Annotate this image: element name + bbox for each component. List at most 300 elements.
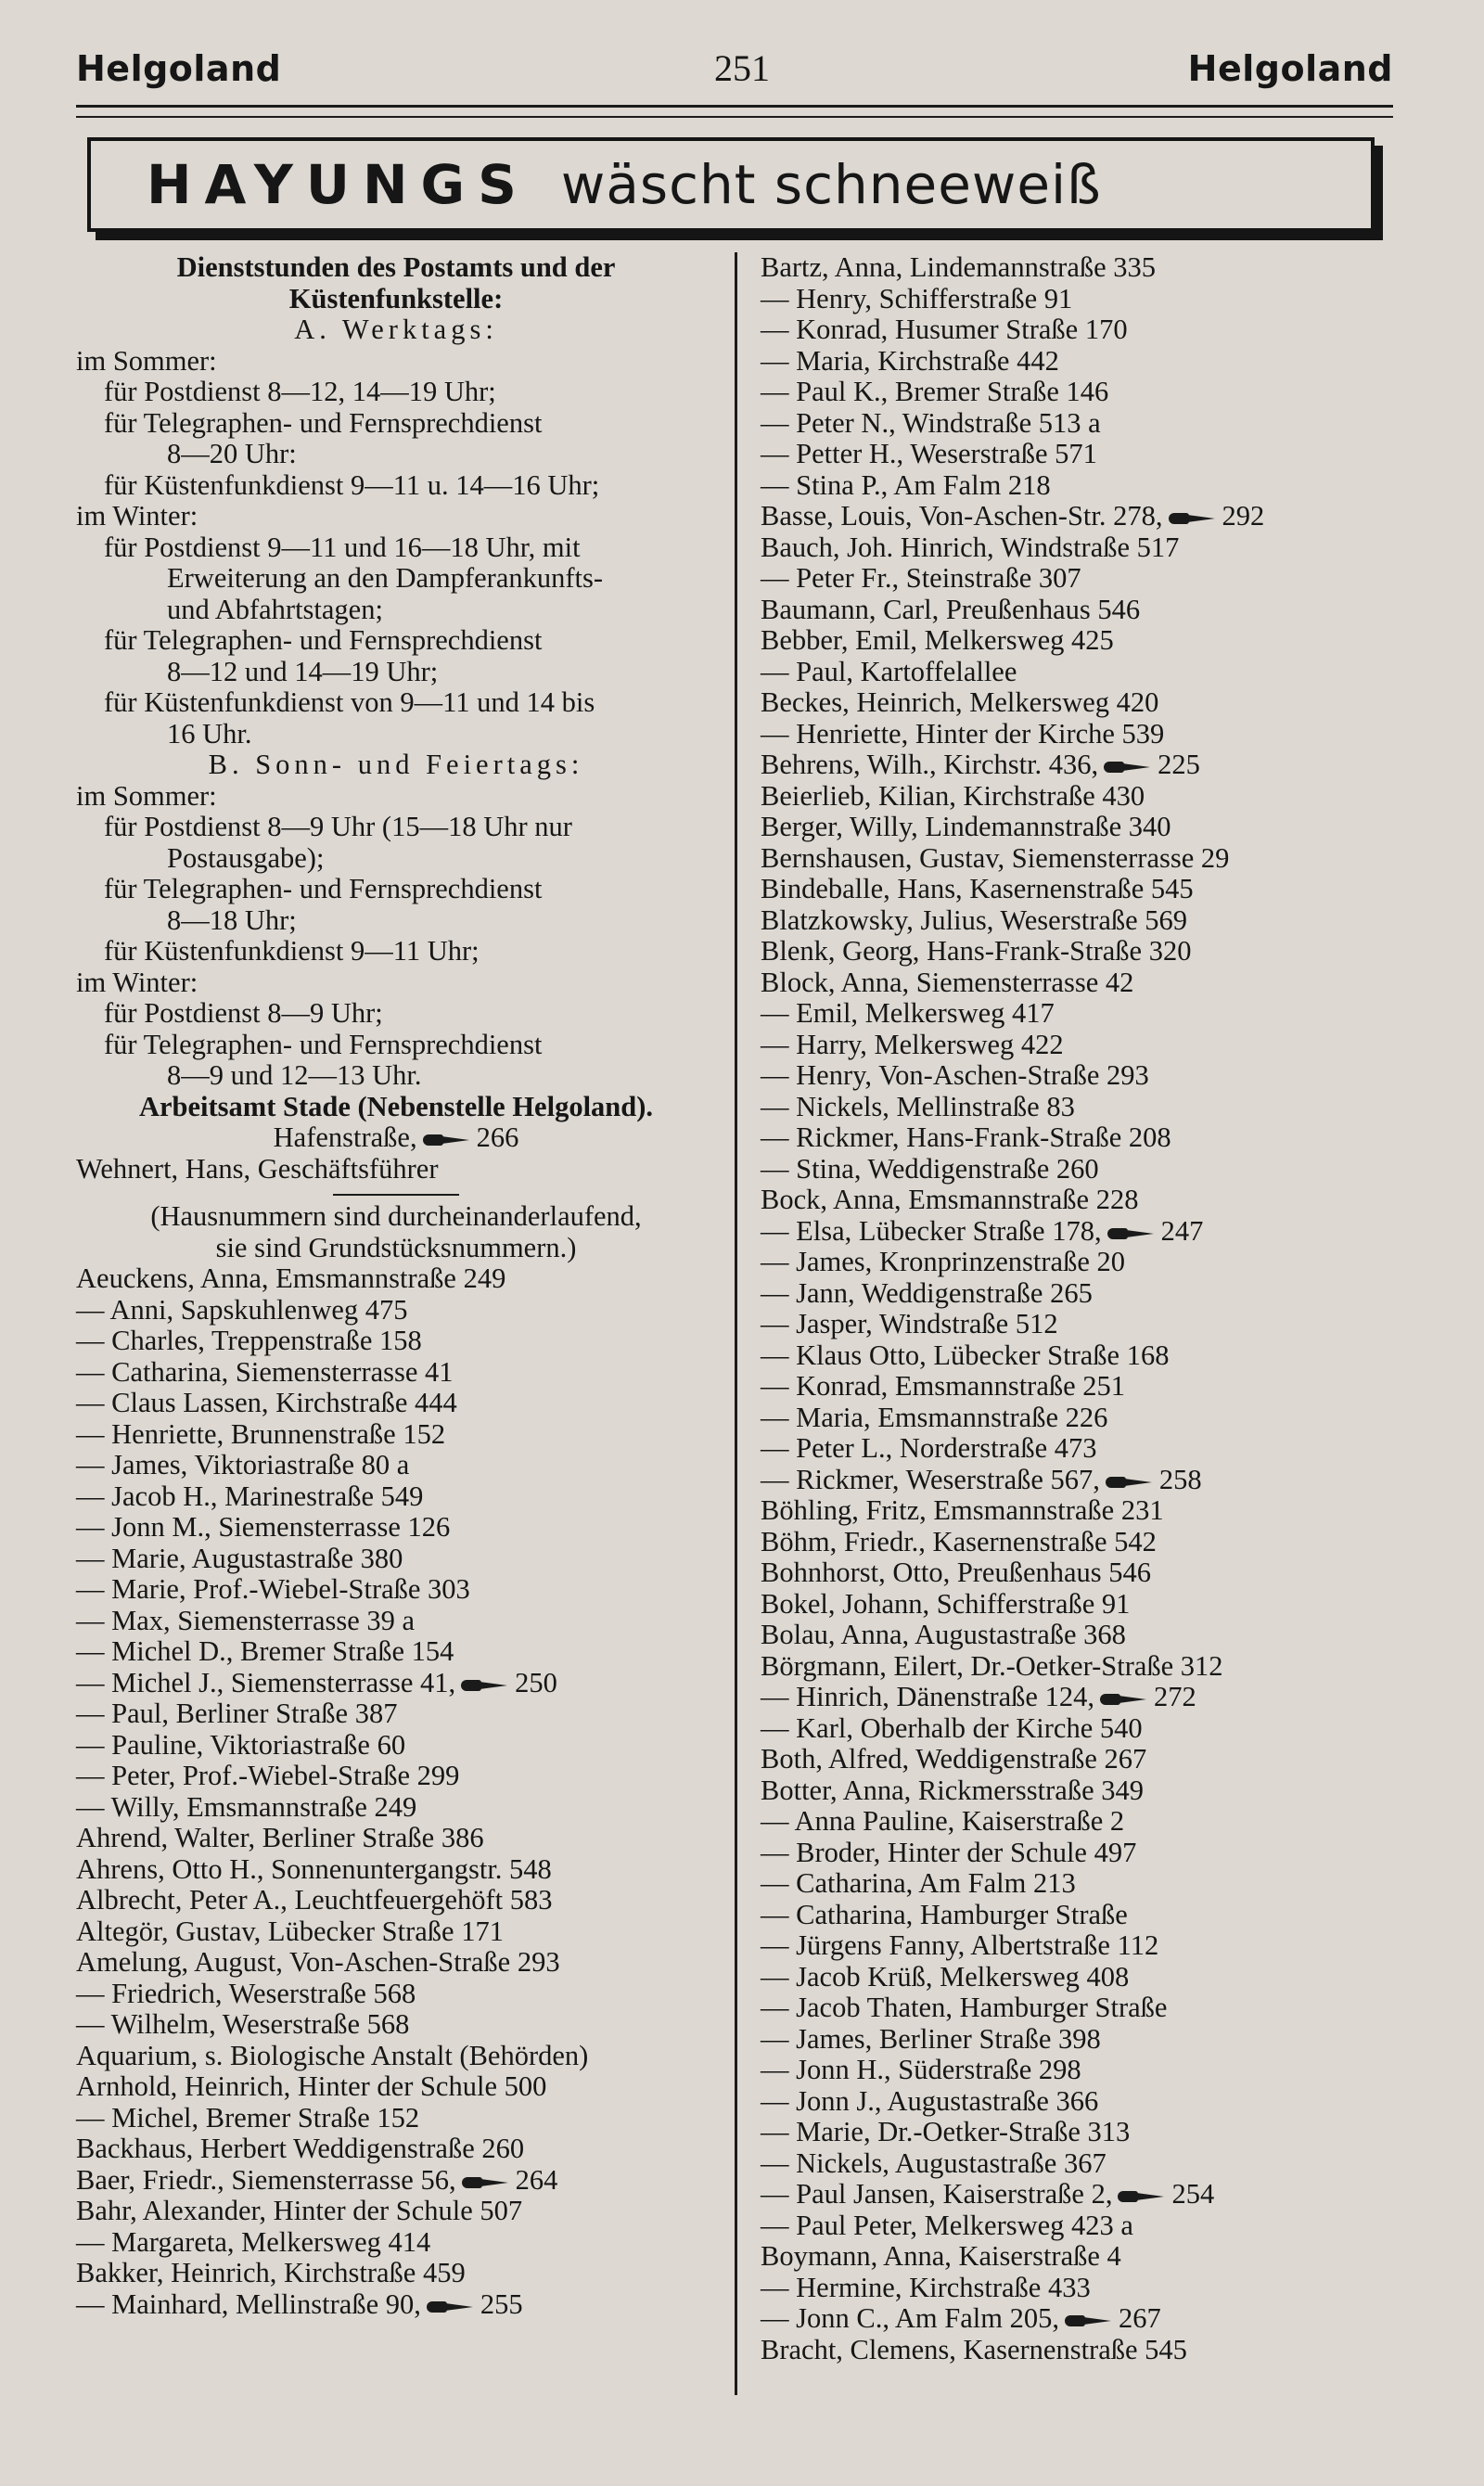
- line-text: — Konrad, Emsmannstraße 251: [761, 1370, 1126, 1402]
- line-text: Arnhold, Heinrich, Hinter der Schule 500: [76, 2070, 547, 2102]
- directory-line: [761, 1122, 1401, 1154]
- line-text: — Anni, Sapskuhlenweg 475: [76, 1293, 408, 1326]
- telephone-icon: [1100, 1694, 1146, 1705]
- phone-number: 254: [1171, 2178, 1215, 2210]
- line-text: A. Werktags:: [294, 314, 498, 345]
- line-text: — Mainhard, Mellinstraße 90,: [76, 2287, 421, 2320]
- directory-line: [761, 2086, 1401, 2118]
- line-text: — Peter, Prof.-Wiebel-Straße 299: [76, 1760, 460, 1791]
- line-text: 8—18 Uhr;: [167, 903, 297, 936]
- directory-line: [76, 1698, 716, 1730]
- directory-line: [761, 936, 1401, 967]
- directory-line: [76, 1854, 716, 1886]
- directory-line: [761, 750, 1401, 781]
- column-divider: [735, 252, 737, 2395]
- directory-line: [76, 1481, 716, 1513]
- line-text: — James, Berliner Straße 398: [761, 2022, 1101, 2055]
- phone-number: 272: [1153, 1681, 1196, 1712]
- directory-line: [761, 563, 1401, 595]
- line-text: — Stina, Weddigenstraße 260: [761, 1152, 1099, 1185]
- directory-line: [761, 470, 1401, 502]
- line-text: 16 Uhr.: [167, 717, 252, 750]
- line-text: 8—12 und 14—19 Uhr;: [167, 655, 439, 687]
- line-text: Bebber, Emil, Melkersweg 425: [761, 624, 1114, 656]
- directory-line: [761, 1682, 1401, 1713]
- line-text: — Paul K., Bremer Straße 146: [761, 376, 1109, 407]
- directory-line: [761, 2117, 1401, 2148]
- line-text: — Michel D., Bremer Straße 154: [76, 1635, 454, 1667]
- line-text: — Jonn H., Süderstraße 298: [761, 2054, 1081, 2085]
- phone-number: 250: [515, 1666, 557, 1698]
- line-text: Bauch, Joh. Hinrich, Windstraße 517: [761, 531, 1180, 563]
- directory-line: [761, 843, 1401, 875]
- line-text: Block, Anna, Siemensterrasse 42: [761, 966, 1134, 998]
- directory-line: [76, 346, 716, 378]
- phone-number: 267: [1118, 2302, 1161, 2334]
- line-text: 8—9 und 12—13 Uhr.: [167, 1059, 422, 1091]
- ad-slogan: wäscht schneeweiß: [560, 153, 1102, 216]
- telephone-icon: [1118, 2191, 1164, 2202]
- line-text: für Postdienst 8—9 Uhr (15—18 Uhr nur: [104, 811, 572, 842]
- line-text: Boymann, Anna, Kaiserstraße 4: [761, 2240, 1121, 2272]
- directory-line: [76, 874, 716, 905]
- line-text: Bahr, Alexander, Hinter der Schule 507: [76, 2195, 523, 2226]
- directory-line: [76, 967, 716, 999]
- line-text: für Küstenfunkdienst 9—11 Uhr;: [104, 935, 480, 967]
- directory-line: [76, 812, 716, 843]
- directory-line: [761, 1713, 1401, 1745]
- directory-line: [761, 1216, 1401, 1248]
- directory-line: [76, 1263, 716, 1295]
- directory-line: [76, 1450, 716, 1481]
- line-text: — Marie, Prof.-Wiebel-Straße 303: [76, 1573, 470, 1605]
- directory-line: [76, 1668, 716, 1699]
- line-text: — Michel, Bremer Straße 152: [76, 2101, 420, 2134]
- phone-number: 255: [480, 2287, 523, 2320]
- directory-line: [761, 2303, 1401, 2335]
- line-text: für Postdienst 9—11 und 16—18 Uhr, mit: [104, 531, 581, 563]
- page-number: 251: [714, 47, 770, 89]
- line-text: im Winter:: [76, 966, 198, 998]
- line-text: für Postdienst 8—12, 14—19 Uhr;: [104, 376, 496, 407]
- line-text: — James, Kronprinzenstraße 20: [761, 1246, 1126, 1277]
- line-text: Beckes, Heinrich, Melkersweg 420: [761, 686, 1159, 718]
- line-text: — Jacob Krüß, Melkersweg 408: [761, 1960, 1130, 1993]
- directory-line: [76, 1060, 716, 1092]
- line-text: — Jonn J., Augustastraße 366: [761, 2084, 1099, 2117]
- line-text: Baer, Friedr., Siemensterrasse 56,: [76, 2163, 456, 2196]
- line-text: — Paul Peter, Melkersweg 423 a: [761, 2209, 1133, 2241]
- line-text: — Jacob H., Marinestraße 549: [76, 1480, 424, 1512]
- line-text: für Telegraphen- und Fernsprechdienst: [104, 624, 543, 656]
- directory-line: [76, 1326, 716, 1357]
- advertisement-box: [87, 137, 1375, 232]
- line-text: Erweiterung an den Dampferankunfts-: [167, 562, 604, 594]
- line-text: Berger, Willy, Lindemannstraße 340: [761, 811, 1171, 842]
- line-text: — Catharina, Siemensterrasse 41: [76, 1355, 454, 1388]
- telephone-icon: [1104, 762, 1150, 773]
- line-text: — Karl, Oberhalb der Kirche 540: [761, 1711, 1143, 1744]
- directory-line: [76, 563, 716, 595]
- directory-line: [761, 532, 1401, 564]
- line-text: Altegör, Gustav, Lübecker Straße 171: [76, 1915, 504, 1947]
- line-text: — Maria, Emsmannstraße 226: [761, 1401, 1108, 1433]
- line-text: Blatzkowsky, Julius, Weserstraße 569: [761, 903, 1188, 936]
- directory-line: [761, 1775, 1401, 1807]
- line-text: im Winter:: [76, 500, 198, 532]
- directory-line: [76, 1233, 716, 1264]
- directory-line: [761, 314, 1401, 346]
- directory-line: [761, 1340, 1401, 1372]
- telephone-icon: [1106, 1477, 1152, 1488]
- directory-line: [76, 1154, 716, 1185]
- directory-line: [76, 687, 716, 719]
- phone-number: 225: [1158, 749, 1200, 780]
- directory-line: [761, 1465, 1401, 1496]
- directory-line: [76, 750, 716, 781]
- directory-line: [76, 1761, 716, 1792]
- line-text: Basse, Louis, Von-Aschen-Str. 278,: [761, 500, 1163, 532]
- directory-line: [761, 967, 1401, 999]
- line-text: B. Sonn- und Feiertags:: [208, 749, 584, 780]
- directory-line: [761, 1433, 1401, 1465]
- directory-line: [76, 719, 716, 750]
- line-text: — Wilhelm, Weserstraße 568: [76, 2008, 410, 2040]
- directory-line: [76, 1295, 716, 1326]
- line-text: Postausgabe);: [167, 841, 325, 874]
- directory-line: [76, 657, 716, 688]
- line-text: — Michel J., Siemensterrasse 41,: [76, 1666, 456, 1698]
- line-text: — Pauline, Viktoriastraße 60: [76, 1728, 406, 1761]
- directory-line: [761, 2179, 1401, 2210]
- header-rule-secondary: [76, 116, 1393, 118]
- phone-number: 264: [515, 2163, 558, 2196]
- directory-line: [76, 1979, 716, 2010]
- directory-line: [76, 936, 716, 967]
- line-text: Beierlieb, Kilian, Kirchstraße 430: [761, 779, 1145, 812]
- line-text: Küstenfunkstelle:: [288, 282, 504, 314]
- line-text: 8—20 Uhr:: [167, 438, 297, 469]
- line-text: — Hermine, Kirchstraße 433: [761, 2271, 1091, 2303]
- section-divider: [333, 1194, 459, 1196]
- line-text: Bolau, Anna, Augustastraße 368: [761, 1619, 1126, 1650]
- line-text: — Marie, Augustastraße 380: [76, 1542, 403, 1574]
- line-text: — Peter Fr., Steinstraße 307: [761, 562, 1081, 594]
- line-text: — Henry, Schifferstraße 91: [761, 282, 1073, 314]
- directory-line: [761, 377, 1401, 408]
- directory-line: [761, 1962, 1401, 1993]
- line-text: — Harry, Melkersweg 422: [761, 1028, 1064, 1060]
- line-text: Böhm, Friedr., Kasernenstraße 542: [761, 1525, 1157, 1557]
- line-text: Blenk, Georg, Hans-Frank-Straße 320: [761, 935, 1192, 967]
- directory-line: [76, 2165, 716, 2197]
- line-text: — Willy, Emsmannstraße 249: [76, 1790, 417, 1823]
- line-text: — Margareta, Melkersweg 414: [76, 2225, 431, 2258]
- line-text: — Paul Jansen, Kaiserstraße 2,: [761, 2178, 1113, 2210]
- line-text: — Catharina, Am Falm 213: [761, 1867, 1076, 1899]
- directory-line: [76, 1030, 716, 1061]
- directory-line: [761, 1030, 1401, 1061]
- directory-line: [761, 998, 1401, 1030]
- line-text: Bindeballe, Hans, Kasernenstraße 545: [761, 873, 1194, 904]
- directory-line: [761, 2273, 1401, 2304]
- directory-line: [76, 1916, 716, 1948]
- directory-line: [761, 687, 1401, 719]
- line-text: — Catharina, Hamburger Straße: [761, 1898, 1128, 1930]
- directory-line: [761, 1185, 1401, 1216]
- directory-line: [76, 501, 716, 532]
- line-text: — Stina P., Am Falm 218: [761, 468, 1051, 501]
- directory-line: [76, 439, 716, 470]
- header-rule: [76, 105, 1393, 108]
- line-text: Bock, Anna, Emsmannstraße 228: [761, 1184, 1139, 1215]
- directory-line: [761, 657, 1401, 688]
- line-text: für Telegraphen- und Fernsprechdienst: [104, 873, 543, 904]
- directory-line: [76, 2196, 716, 2227]
- line-text: — Elsa, Lübecker Straße 178,: [761, 1214, 1102, 1247]
- line-text: — Friedrich, Weserstraße 568: [76, 1977, 416, 2009]
- page-header: [0, 46, 1484, 102]
- line-text: — Henry, Von-Aschen-Straße 293: [761, 1059, 1149, 1091]
- line-text: Bracht, Clemens, Kasernenstraße 545: [761, 2333, 1187, 2365]
- directory-line: [76, 1636, 716, 1668]
- line-text: Ahrens, Otto H., Sonnenuntergangstr. 548: [76, 1852, 552, 1885]
- telephone-icon: [1169, 513, 1215, 524]
- directory-line: [761, 1060, 1401, 1092]
- directory-line: [76, 595, 716, 626]
- header-left-title: Helgoland: [76, 48, 282, 89]
- directory-line: [76, 2103, 716, 2134]
- line-text: — Jonn M., Siemensterrasse 126: [76, 1511, 451, 1543]
- directory-line: [76, 2227, 716, 2259]
- line-text: und Abfahrtstagen;: [167, 593, 383, 625]
- line-text: für Postdienst 8—9 Uhr;: [104, 997, 383, 1029]
- line-text: — Henriette, Hinter der Kirche 539: [761, 717, 1165, 750]
- directory-line: [761, 1527, 1401, 1558]
- telephone-icon: [461, 1680, 507, 1691]
- line-text: — Jann, Weddigenstraße 265: [761, 1276, 1093, 1309]
- line-text: — Hinrich, Dänenstraße 124,: [761, 1681, 1094, 1712]
- directory-line: [76, 1201, 716, 1233]
- line-text: Aeuckens, Anna, Emsmannstraße 249: [76, 1262, 506, 1294]
- directory-line: [76, 1574, 716, 1606]
- line-text: Dienststunden des Postamts und der: [176, 251, 616, 283]
- line-text: (Hausnummern sind durcheinanderlaufend,: [150, 1200, 642, 1232]
- line-text: für Küstenfunkdienst von 9—11 und 14 bis: [104, 686, 595, 718]
- line-text: — Anna Pauline, Kaiserstraße 2: [761, 1805, 1125, 1837]
- line-text: Ahrend, Walter, Berliner Straße 386: [76, 1822, 484, 1853]
- line-text: — Jasper, Windstraße 512: [761, 1308, 1058, 1339]
- line-text: Botter, Anna, Rickmersstraße 349: [761, 1774, 1144, 1806]
- directory-line: [761, 284, 1401, 315]
- directory-line: [76, 2258, 716, 2289]
- line-text: — Emil, Melkersweg 417: [761, 997, 1055, 1029]
- directory-line: [76, 377, 716, 408]
- directory-line: [76, 1947, 716, 1979]
- line-text: Bohnhorst, Otto, Preußenhaus 546: [761, 1557, 1152, 1588]
- line-text: Amelung, August, Von-Aschen-Straße 293: [76, 1946, 560, 1978]
- directory-line: [76, 625, 716, 657]
- directory-line: [761, 1589, 1401, 1621]
- directory-line: [76, 2071, 716, 2103]
- directory-line: [761, 874, 1401, 905]
- line-text: — Paul, Kartoffelallee: [761, 655, 1017, 687]
- line-text: — Maria, Kirchstraße 442: [761, 344, 1059, 377]
- line-text: Behrens, Wilh., Kirchstr. 436,: [761, 749, 1099, 780]
- line-text: für Telegraphen- und Fernsprechdienst: [104, 406, 543, 439]
- directory-line: [761, 1930, 1401, 1962]
- line-text: — Rickmer, Hans-Frank-Straße 208: [761, 1121, 1171, 1153]
- line-text: im Sommer:: [76, 779, 217, 812]
- directory-line: [761, 408, 1401, 440]
- line-text: Hafenstraße,: [273, 1121, 417, 1153]
- directory-line: [761, 1744, 1401, 1775]
- directory-line: [761, 905, 1401, 937]
- directory-line: [761, 2055, 1401, 2086]
- directory-line: [76, 408, 716, 440]
- line-text: Bernshausen, Gustav, Siemensterrasse 29: [761, 841, 1230, 874]
- header-right-title: Helgoland: [1187, 48, 1393, 89]
- telephone-icon: [427, 2301, 473, 2313]
- line-text: — Charles, Treppenstraße 158: [76, 1325, 422, 1356]
- directory-line: [76, 284, 716, 315]
- directory-line: [76, 2041, 716, 2072]
- directory-line: [76, 1606, 716, 1637]
- directory-line: [761, 2024, 1401, 2056]
- directory-line: [761, 1868, 1401, 1900]
- directory-line: [76, 2009, 716, 2041]
- directory-line: [76, 998, 716, 1030]
- directory-line: [761, 1557, 1401, 1589]
- directory-line: [76, 1419, 716, 1451]
- directory-line: [76, 1092, 716, 1123]
- directory-line: [76, 532, 716, 564]
- line-text: — Claus Lassen, Kirchstraße 444: [76, 1387, 457, 1418]
- directory-line: [761, 2148, 1401, 2180]
- directory-line: [76, 1357, 716, 1389]
- line-text: Böhling, Fritz, Emsmannstraße 231: [761, 1494, 1164, 1526]
- line-text: Albrecht, Peter A., Leuchtfeuergehöft 583: [76, 1884, 553, 1916]
- directory-line: [761, 1278, 1401, 1310]
- directory-line: [761, 1993, 1401, 2024]
- directory-line: [761, 2210, 1401, 2242]
- line-text: Aquarium, s. Biologische Anstalt (Behörden): [76, 2039, 589, 2071]
- line-text: Both, Alfred, Weddigenstraße 267: [761, 1743, 1147, 1775]
- directory-line: [76, 1730, 716, 1762]
- line-text: — Peter L., Norderstraße 473: [761, 1432, 1097, 1464]
- directory-line: [761, 1806, 1401, 1838]
- directory-line: [761, 812, 1401, 843]
- line-text: — Klaus Otto, Lübecker Straße 168: [761, 1339, 1170, 1371]
- line-text: — Nickels, Mellinstraße 83: [761, 1090, 1075, 1122]
- directory-line: [76, 1512, 716, 1544]
- directory-line: [76, 314, 716, 346]
- directory-line: [761, 1900, 1401, 1931]
- directory-line: [76, 470, 716, 502]
- left-column: [76, 252, 716, 2320]
- directory-line: [76, 2289, 716, 2321]
- directory-line: [761, 1371, 1401, 1403]
- directory-line: [761, 781, 1401, 813]
- line-text: — Jürgens Fanny, Albertstraße 112: [761, 1929, 1159, 1961]
- line-text: — Jonn C., Am Falm 205,: [761, 2302, 1059, 2334]
- directory-line: [76, 1388, 716, 1419]
- line-text: — Peter N., Windstraße 513 a: [761, 406, 1101, 439]
- line-text: Bokel, Johann, Schifferstraße 91: [761, 1587, 1131, 1620]
- directory-line: [76, 1544, 716, 1575]
- directory-line: [761, 1403, 1401, 1434]
- line-text: Bartz, Anna, Lindemannstraße 335: [761, 251, 1157, 283]
- directory-line: [76, 2134, 716, 2165]
- telephone-icon: [462, 2177, 508, 2188]
- directory-line: [761, 252, 1401, 284]
- telephone-icon: [1107, 1228, 1154, 1239]
- line-text: Baumann, Carl, Preußenhaus 546: [761, 593, 1141, 625]
- line-text: — Jacob Thaten, Hamburger Straße: [761, 1992, 1168, 2023]
- phone-number: 258: [1158, 1463, 1202, 1495]
- directory-line: [761, 1154, 1401, 1185]
- directory-line: [76, 843, 716, 875]
- directory-line: [76, 905, 716, 937]
- telephone-icon: [1065, 2315, 1111, 2326]
- phone-number: 247: [1160, 1214, 1204, 1247]
- directory-line: [761, 1651, 1401, 1683]
- line-text: — Nickels, Augustastraße 367: [761, 2146, 1107, 2179]
- directory-line: [76, 781, 716, 813]
- line-text: Arbeitsamt Stade (Nebenstelle Helgoland).: [138, 1090, 654, 1122]
- line-text: — Petter H., Weserstraße 571: [761, 438, 1097, 469]
- line-text: — James, Viktoriastraße 80 a: [76, 1449, 410, 1480]
- directory-line: [761, 719, 1401, 750]
- phone-number: 292: [1222, 500, 1265, 532]
- line-text: — Max, Siemensterrasse 39 a: [76, 1604, 416, 1636]
- phone-number: 266: [476, 1121, 519, 1153]
- directory-line: [761, 595, 1401, 626]
- directory-line: [761, 1838, 1401, 1869]
- telephone-icon: [423, 1134, 469, 1146]
- directory-line: [76, 252, 716, 284]
- directory-line: [761, 2241, 1401, 2273]
- directory-line: [761, 625, 1401, 657]
- line-text: Bakker, Heinrich, Kirchstraße 459: [76, 2257, 466, 2288]
- right-column: [761, 252, 1401, 2365]
- line-text: — Broder, Hinter der Schule 497: [761, 1836, 1137, 1868]
- directory-line: [761, 501, 1401, 532]
- line-text: Backhaus, Herbert Weddigenstraße 260: [76, 2133, 525, 2164]
- directory-line: [76, 1823, 716, 1854]
- line-text: für Telegraphen- und Fernsprechdienst: [104, 1028, 543, 1060]
- directory-line: [761, 1495, 1401, 1527]
- directory-line: [761, 1092, 1401, 1123]
- line-text: — Paul, Berliner Straße 387: [76, 1698, 398, 1729]
- directory-line: [761, 1620, 1401, 1651]
- line-text: Wehnert, Hans, Geschäftsführer: [76, 1152, 439, 1185]
- line-text: — Marie, Dr.-Oetker-Straße 313: [761, 2116, 1131, 2147]
- line-text: sie sind Grundstücksnummern.): [215, 1231, 577, 1263]
- directory-line: [76, 1792, 716, 1824]
- directory-line: [761, 2335, 1401, 2366]
- directory-line: [76, 1122, 716, 1154]
- directory-line: [761, 1247, 1401, 1278]
- line-text: Börgmann, Eilert, Dr.-Oetker-Straße 312: [761, 1649, 1223, 1682]
- line-text: — Rickmer, Weserstraße 567,: [761, 1463, 1100, 1495]
- directory-line: [761, 1309, 1401, 1340]
- line-text: im Sommer:: [76, 344, 217, 377]
- directory-line: [761, 346, 1401, 378]
- line-text: — Henriette, Brunnenstraße 152: [76, 1417, 446, 1450]
- line-text: — Konrad, Husumer Straße 170: [761, 314, 1128, 345]
- ad-brand: HAYUNGS: [147, 153, 530, 216]
